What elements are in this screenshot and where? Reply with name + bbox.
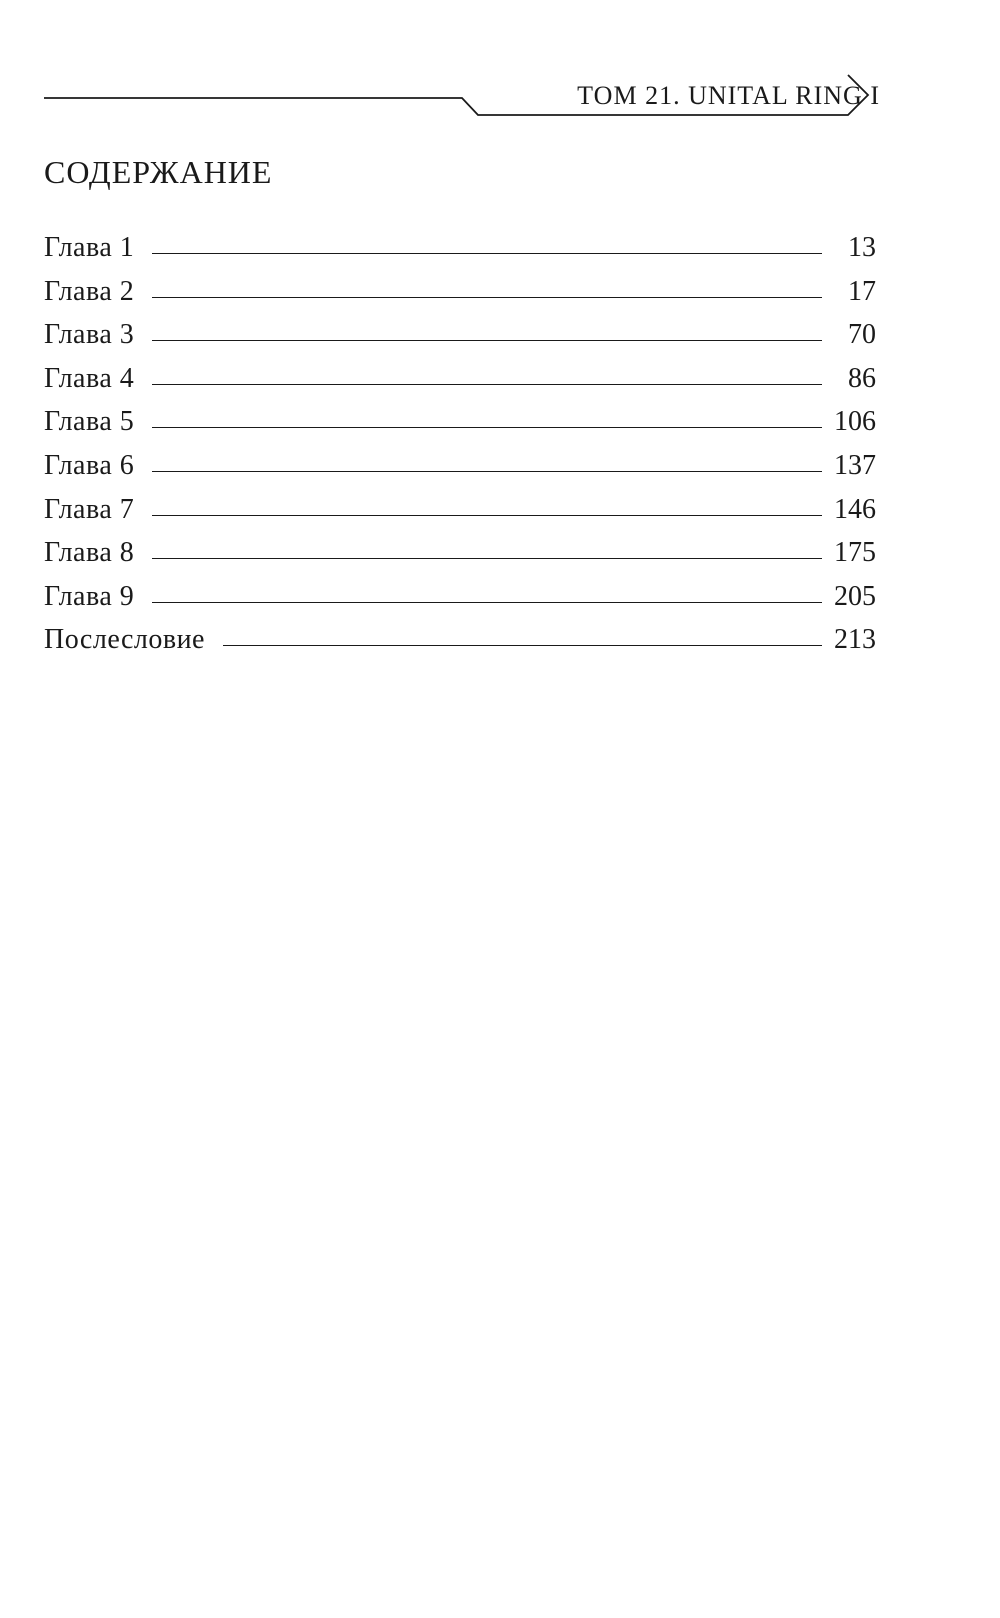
toc-entry-page: 86 [848, 362, 876, 394]
toc-entry[interactable] [44, 577, 876, 621]
toc-leader-line [152, 384, 822, 385]
toc-entry-label: Глава 9 [44, 580, 135, 612]
toc-entry-label: Глава 1 [44, 232, 135, 263]
toc-entry-page: 137 [834, 449, 876, 481]
toc-entry-label: Глава 7 [44, 493, 135, 525]
toc-leader-line [152, 471, 822, 472]
toc-entry[interactable] [44, 533, 876, 577]
toc-entry[interactable] [44, 272, 876, 316]
toc-leader-line [152, 297, 822, 298]
toc-leader-line [152, 602, 822, 603]
toc-title: СОДЕРЖАНИЕ [44, 154, 273, 190]
toc-entry-page: 146 [834, 493, 876, 525]
toc-entry[interactable] [44, 402, 876, 446]
running-head: ТОМ 21. UNITAL RING I [577, 81, 880, 110]
toc-entry[interactable] [44, 228, 876, 272]
toc-entry[interactable] [44, 490, 876, 534]
toc-entry-afterword[interactable] [44, 620, 876, 664]
toc-entry-page: 13 [848, 232, 876, 263]
toc-entry-label: Послесловие [44, 624, 205, 656]
toc-leader-line [152, 427, 822, 428]
toc-entry-page: 106 [834, 406, 876, 438]
toc-leader-line [152, 340, 822, 341]
toc-entry-page: 17 [848, 275, 876, 307]
toc-entry-page: 70 [848, 319, 876, 351]
toc-leader-line [152, 558, 822, 559]
toc-entry[interactable] [44, 359, 876, 403]
toc-leader-line [152, 515, 822, 516]
toc-leader-line [152, 253, 822, 254]
toc-entry-label: Глава 8 [44, 537, 135, 569]
toc-entry-page: 175 [834, 537, 876, 569]
toc-entry-label: Глава 3 [44, 319, 135, 351]
toc-entry-label: Глава 2 [44, 275, 135, 307]
toc-entry-label: Глава 6 [44, 449, 135, 481]
toc-entry[interactable] [44, 446, 876, 490]
toc-list [44, 228, 876, 664]
toc-leader-line [223, 645, 822, 646]
toc-entry-page: 205 [834, 580, 876, 612]
toc-entry-label: Глава 4 [44, 362, 135, 394]
toc-entry[interactable] [44, 315, 876, 359]
header-rule [0, 0, 1000, 140]
toc-entry-label: Глава 5 [44, 406, 135, 438]
toc-entry-page: 213 [834, 624, 876, 656]
